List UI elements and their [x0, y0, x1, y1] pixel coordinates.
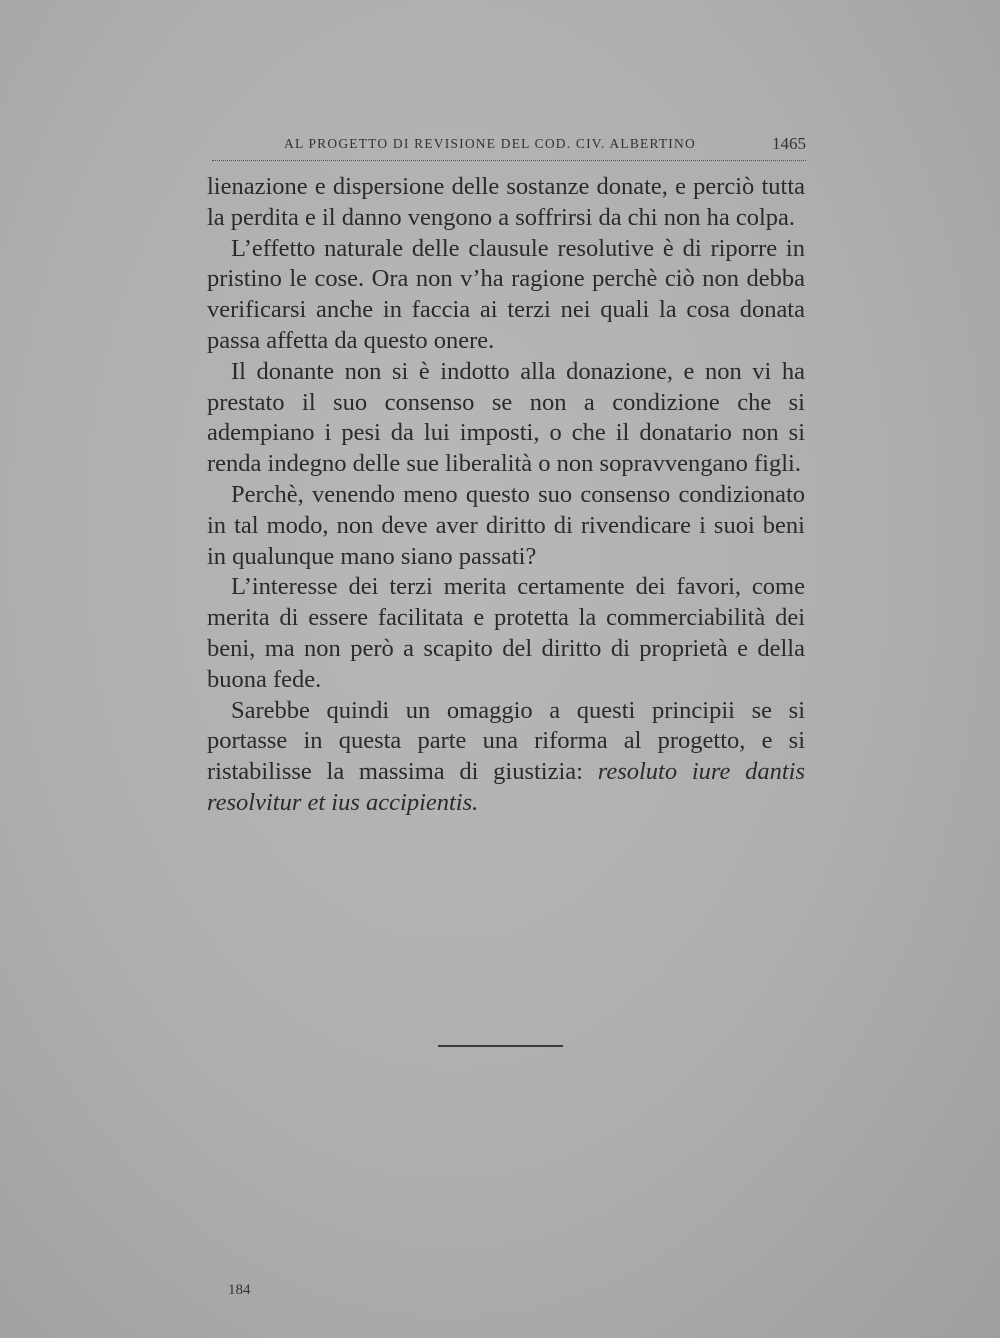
running-header: [212, 134, 806, 158]
paragraph-text: Sarebbe quindi un omaggio a questi principii se si portasse in questa parte una riforma al progetto, e si ristabilisse la massima di giustizia:: [207, 696, 805, 786]
signature-mark: 184: [228, 1282, 251, 1298]
page-number: 1465: [772, 134, 806, 153]
closing-rule: [438, 1045, 563, 1047]
body-text: [207, 172, 805, 819]
header-rule: [212, 160, 806, 161]
paragraph: L’interesse dei terzi merita certamente dei favori, come merita di essere facilitata e protetta la commerciabilità dei beni, ma non però a scapito del diritto di proprietà e della buona fede.: [207, 573, 805, 693]
paragraph: Perchè, venendo meno questo suo consenso condizionato in tal modo, non deve aver diritto di rivendicare i suoi beni in qualunque mano siano passati?: [207, 480, 805, 570]
paragraph-continued: lienazione e dispersione delle sostanze donate, e perciò tutta la perdita e il danno vengono a soffrirsi da chi non ha colpa.: [207, 173, 805, 231]
paragraph: L’effetto naturale delle clausule resolutive è di riporre in pristino le cose. Ora non v’ha ragione perchè ciò non debba verificarsi anche in faccia ai terzi nei quali la cosa donata passa affetta da questo onere.: [207, 234, 805, 354]
paragraph: Il donante non si è indotto alla donazione, e non vi ha prestato il suo consenso se non a condizione che si adempiano i pesi da lui imposti, o che il donatario non si renda indegno delle sue liberalità o non sopravvengano figli.: [207, 357, 805, 478]
latin-maxim: resoluto iure dantis resolvitur et ius accipientis.: [207, 758, 805, 816]
header-title: AL PROGETTO DI REVISIONE DEL COD. CIV. ALBERTINO: [284, 136, 696, 151]
paragraph-final: [207, 696, 805, 819]
